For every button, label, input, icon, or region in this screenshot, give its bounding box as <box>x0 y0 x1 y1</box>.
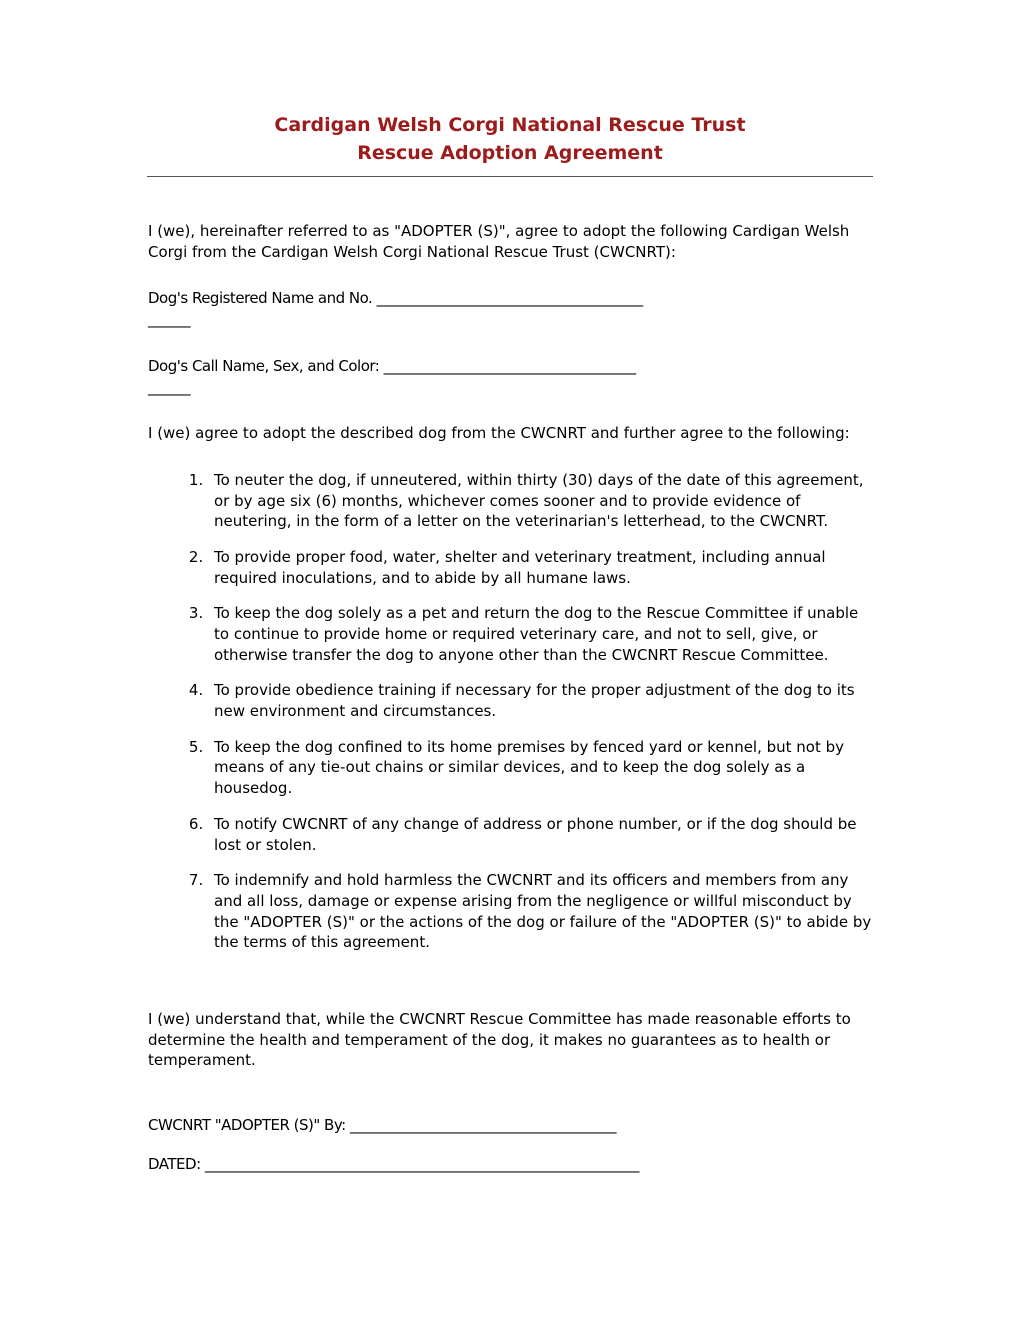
field-call-name: Dog's Call Name, Sex, and Color: ____________________________________ <box>148 356 636 375</box>
disclaimer-paragraph: I (we) understand that, while the CWCNRT Rescue Committee has made reasonable efforts to determine the health and temperament of the dog, it makes no guarantees as to health or temperament. <box>148 1009 851 1070</box>
spacer <box>148 262 873 288</box>
spacer <box>148 1136 873 1154</box>
spacer <box>148 444 873 470</box>
spacer <box>148 177 873 221</box>
spacer <box>148 953 873 1009</box>
intro-paragraph: I (we), hereinafter referred to as "ADOPTER (S)", agree to adopt the following Cardigan Welsh Corgi from the Cardigan Welsh Corgi National Rescue Trust (CWCNRT): <box>148 222 850 261</box>
document-title-line2: Rescue Adoption Agreement <box>357 141 663 164</box>
field-registered-name: Dog's Registered Name and No. ______________________________________ <box>148 289 643 308</box>
agreement-lead-in: I (we) agree to adopt the described dog from the CWCNRT and further agree to the following: <box>148 424 850 443</box>
field-registered-name-continued: ______ <box>148 310 190 329</box>
document-header <box>0 0 1020 167</box>
signature-line: CWCNRT "ADOPTER (S)" By: ______________________________________ <box>148 1116 616 1135</box>
spacer <box>148 397 873 423</box>
list-item: 1. To neuter the dog, if unneutered, within thirty (30) days of the date of this agreement, or by age six (6) months, whichever comes sooner and to provide evidence of neutering, in the form of a letter on the veterinarian's letterhead, to the CWCNRT. <box>208 470 873 532</box>
document-body <box>148 177 873 1174</box>
terms-list <box>148 470 873 953</box>
list-item: 5. To keep the dog confined to its home premises by fenced yard or kennel, but not by means of any tie-out chains or similar devices, and to keep the dog solely as a housedog. <box>208 737 873 799</box>
list-item: 6. To notify CWCNRT of any change of address or phone number, or if the dog should be lost or stolen. <box>208 814 873 855</box>
list-item: 3. To keep the dog solely as a pet and return the dog to the Rescue Committee if unable to continue to provide home or required veterinary care, and not to sell, give, or otherwise transfer the dog to anyone other than the CWCNRT Rescue Committee. <box>208 603 873 665</box>
document-title-line1: Cardigan Welsh Corgi National Rescue Trust <box>274 114 746 136</box>
list-item: 4. To provide obedience training if necessary for the proper adjustment of the dog to its new environment and circumstances. <box>208 680 873 721</box>
spacer <box>148 1071 873 1115</box>
dated-line: DATED: ______________________________________________________________ <box>148 1154 639 1173</box>
field-call-name-continued: ______ <box>148 377 190 396</box>
list-item: 7. To indemnify and hold harmless the CWCNRT and its officers and members from any and all loss, damage or expense arising from the negligence or willful misconduct by the "ADOPTER (S)" or the actions of the dog or failure of the "ADOPTER (S)" to abide by the terms of this agreement. <box>208 870 873 953</box>
spacer <box>148 330 873 356</box>
list-item: 2. To provide proper food, water, shelter and veterinary treatment, including annual required inoculations, and to abide by all humane laws. <box>208 547 873 588</box>
